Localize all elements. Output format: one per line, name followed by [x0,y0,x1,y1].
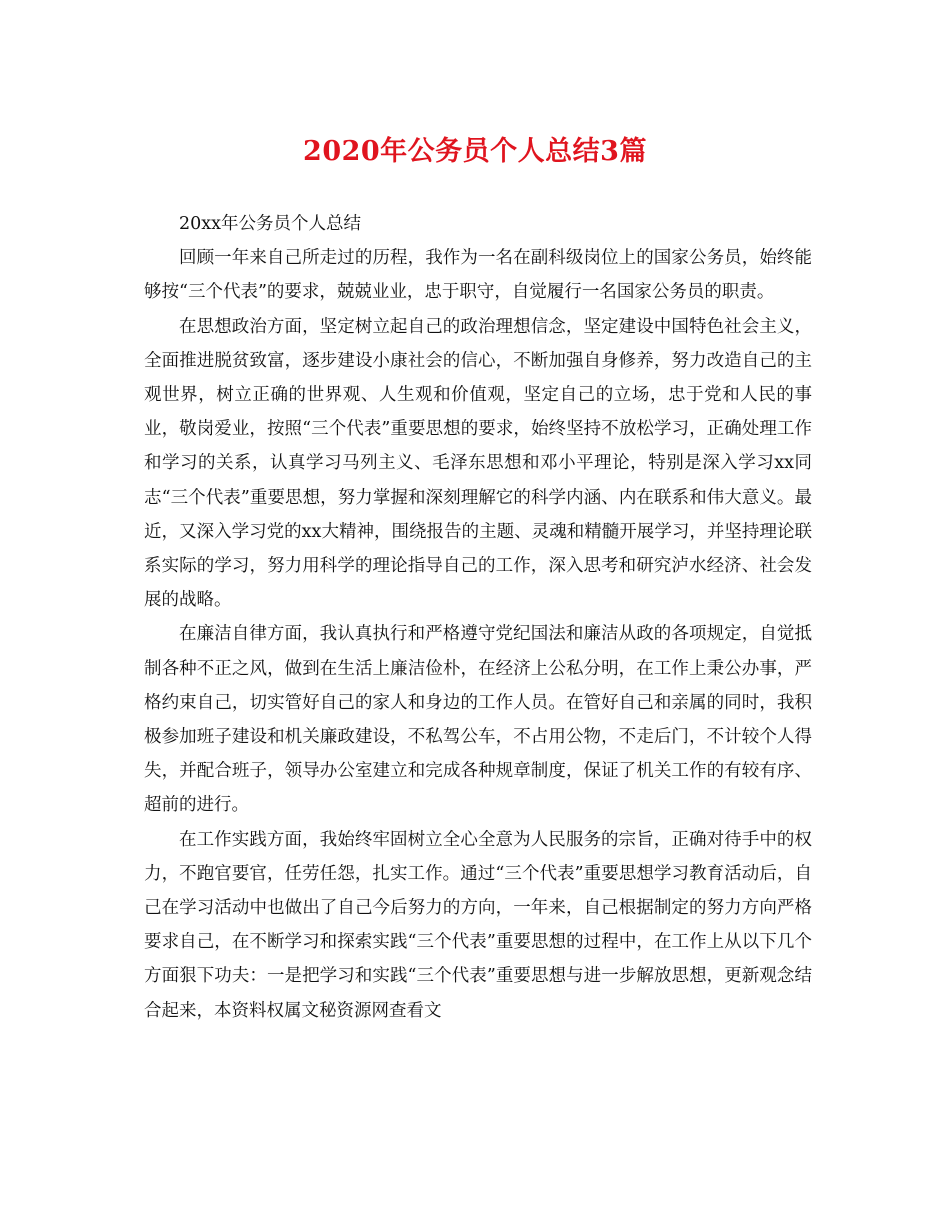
paragraph-integrity: 在廉洁自律方面，我认真执行和严格遵守党纪国法和廉洁从政的各项规定，自觉抵制各种不正之风，做到在生活上廉洁俭朴，在经济上公私分明，在工作上秉公办事，严格约束自己，切实管好自己的家人和身边的工作人员。在管好自己和亲属的同时，我积极参加班子建设和机关廉政建设，不私驾公车，不占用公物，不走后门，不计较个人得失，并配合班子，领导办公室建立和完成各种规章制度，保证了机关工作的有较有序、超前的进行。 [144,624,812,816]
paragraph-political: 在思想政治方面，坚定树立起自己的政治理想信念，坚定建设中国特色社会主义，全面推进脱贫致富，逐步建设小康社会的信心，不断加强自身修养，努力改造自己的主观世界，树立正确的世界观、人生观和价值观，坚定自己的立场，忠于党和人民的事业，敬岗爱业，按照“三个代表”重要思想的要求，始终坚持不放松学习，正确处理工作和学习的关系，认真学习马列主义、毛泽东思想和邓小平理论，特别是深入学习xx同志“三个代表”重要思想，努力掌握和深刻理解它的科学内涵、内在联系和伟大意义。最近，又深入学习党的xx大精神，围绕报告的主题、灵魂和精髓开展学习，并坚持理论联系实际的学习，努力用科学的理论指导自己的工作，深入思考和研究泸水经济、社会发展的战略。 [144,316,812,611]
paragraph-practice: 在工作实践方面，我始终牢固树立全心全意为人民服务的宗旨，正确对待手中的权力，不跑官要官，任劳任怨，扎实工作。通过“三个代表”重要思想学习教育活动后，自己在学习活动中也做出了自己今后努力的方向，一年来，自己根据制定的努力方向严格要求自己，在不断学习和探索实践“三个代表”重要思想的过程中，在工作上从以下几个方面狠下功夫：一是把学习和实践“三个代表”重要思想与进一步解放思想，更新观念结合起来，本资料权属文秘资源网查看文 [144,829,812,1021]
document-title: 2020年公务员个人总结3篇 [303,136,647,167]
section-heading: 20xx年公务员个人总结 [179,214,362,234]
paragraph-review: 回顾一年来自己所走过的历程，我作为一名在副科级岗位上的国家公务员，始终能够按“三个代表”的要求，兢兢业业，忠于职守，自觉履行一名国家公务员的职责。 [144,248,812,303]
document-body [144,207,812,1028]
